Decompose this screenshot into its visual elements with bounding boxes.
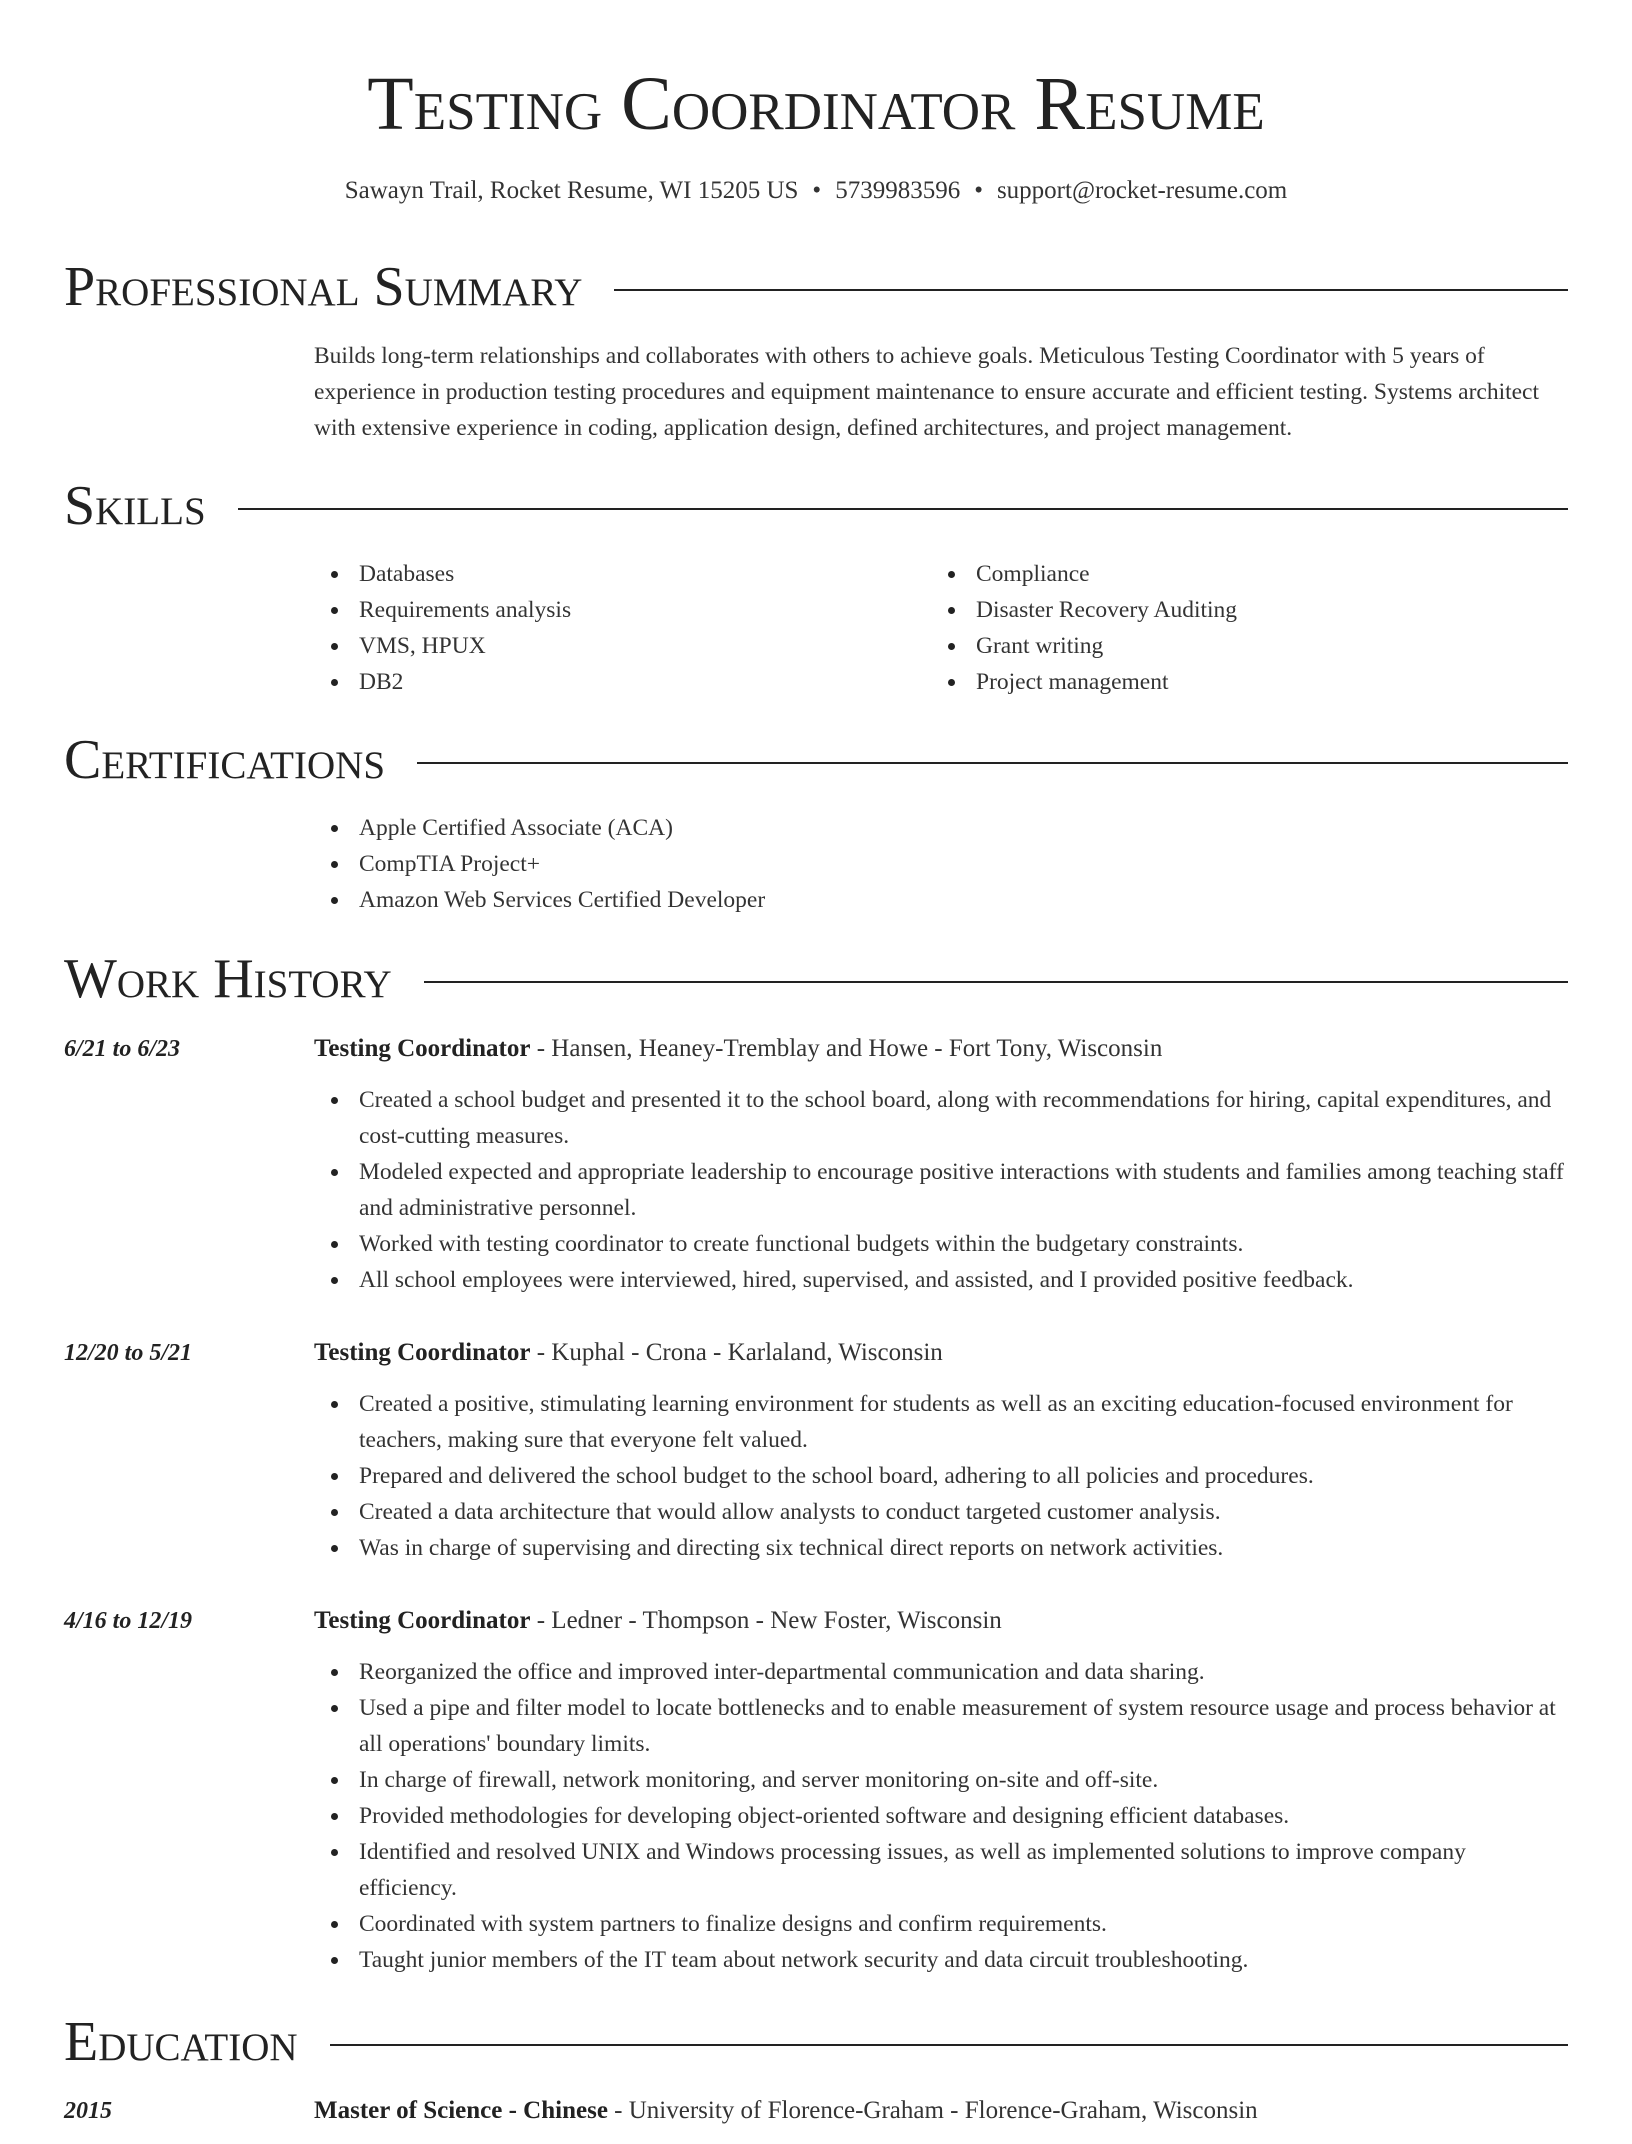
job-heading xyxy=(314,1604,1568,1638)
certification-item: Apple Certified Associate (ACA) xyxy=(314,810,1568,846)
job-bullets xyxy=(314,1082,1568,1298)
certification-item: CompTIA Project+ xyxy=(314,846,1568,882)
skill-item: Disaster Recovery Auditing xyxy=(931,592,1548,628)
job-bullet: Created a data architecture that would allow analysts to conduct targeted customer analysis. xyxy=(314,1494,1568,1530)
section-heading-education xyxy=(64,2009,1568,2075)
education-year: 2015 xyxy=(64,2098,112,2124)
contact-separator: • xyxy=(812,177,822,204)
job-bullet: Provided methodologies for developing object-oriented software and designing efficient databases. xyxy=(314,1798,1568,1834)
section-title: Skills xyxy=(64,475,206,537)
skill-item: Compliance xyxy=(931,556,1548,592)
job-heading xyxy=(314,1336,1568,1370)
job-bullet: Coordinated with system partners to finalize designs and confirm requirements. xyxy=(314,1906,1568,1942)
section-divider xyxy=(330,2044,1568,2046)
job-bullet: Identified and resolved UNIX and Windows processing issues, as well as implemented solutions to improve company efficiency. xyxy=(314,1834,1568,1906)
job-title: Testing Coordinator xyxy=(314,1607,531,1634)
skill-item: Requirements analysis xyxy=(314,592,931,628)
job-employer: - Ledner - Thompson - New Foster, Wisconsin xyxy=(530,1607,1002,1634)
skills-column-right xyxy=(931,556,1548,700)
job-bullet: All school employees were interviewed, hired, supervised, and assisted, and I provided positive feedback. xyxy=(314,1262,1568,1298)
section-heading-skills xyxy=(64,473,1568,539)
education-degree: Master of Science - Chinese xyxy=(314,2097,608,2124)
job-employer: - Hansen, Heaney-Tremblay and Howe - Fort Tony, Wisconsin xyxy=(530,1035,1163,1062)
section-title: Certifications xyxy=(64,729,386,791)
summary-text: Builds long-term relationships and collaborates with others to achieve goals. Meticulous Testing Coordinator with 5 years of experience in production testing procedures and equipment maintenance to ensure accurate and efficient testing. Systems architect with extensive experience in coding, application design, defined architectures, and project management. xyxy=(314,343,1540,441)
job-bullet: Was in charge of supervising and directing six technical direct reports on network activities. xyxy=(314,1530,1568,1566)
skill-item: VMS, HPUX xyxy=(314,628,931,664)
job-bullet: Modeled expected and appropriate leadership to encourage positive interactions with students and families among teaching staff and administrative personnel. xyxy=(314,1154,1568,1226)
skill-item: Databases xyxy=(314,556,931,592)
section-title: Work History xyxy=(64,948,392,1010)
job-entry xyxy=(314,1604,1568,1978)
contact-email: support@rocket-resume.com xyxy=(996,177,1288,204)
job-bullet: Reorganized the office and improved inter-departmental communication and data sharing. xyxy=(314,1654,1568,1690)
skill-item: Grant writing xyxy=(931,628,1548,664)
section-heading-certifications xyxy=(64,727,1568,793)
education-entry xyxy=(314,2094,1568,2144)
section-divider xyxy=(424,981,1568,983)
contact-separator: • xyxy=(974,177,983,204)
job-bullet: Used a pipe and filter model to locate bottlenecks and to enable measurement of system resource usage and process behavior at all operations' boundary limits. xyxy=(314,1690,1568,1762)
education-heading xyxy=(314,2094,1568,2128)
job-dates: 12/20 to 5/21 xyxy=(64,1340,193,1366)
job-title: Testing Coordinator xyxy=(314,1339,531,1366)
job-bullet: Created a school budget and presented it to the school board, along with recommendations for hiring, capital expenditures, and cost-cutting measures. xyxy=(314,1082,1568,1154)
skills-column-left xyxy=(314,556,931,700)
job-bullet: In charge of firewall, network monitoring, and server monitoring on-site and off-site. xyxy=(314,1762,1568,1798)
contact-address: Sawayn Trail, Rocket Resume, WI 15205 US xyxy=(344,177,799,204)
job-bullets xyxy=(314,1386,1568,1566)
certification-item: Amazon Web Services Certified Developer xyxy=(314,882,1568,918)
job-dates: 4/16 to 12/19 xyxy=(64,1608,193,1634)
skills-list xyxy=(314,556,1568,700)
section-title: Professional Summary xyxy=(64,256,583,318)
section-heading-summary xyxy=(64,254,1568,320)
contact-phone: 5739983596 xyxy=(835,177,961,204)
job-heading xyxy=(314,1032,1568,1066)
skill-item: DB2 xyxy=(314,664,931,700)
job-title: Testing Coordinator xyxy=(314,1035,531,1062)
job-employer: - Kuphal - Crona - Karlaland, Wisconsin xyxy=(530,1339,943,1366)
job-bullets xyxy=(314,1654,1568,1978)
education-school: - University of Florence-Graham - Florence-Graham, Wisconsin xyxy=(607,2097,1258,2124)
job-bullet: Created a positive, stimulating learning environment for students as well as an exciting education-focused environment for teachers, making sure that everyone felt valued. xyxy=(314,1386,1568,1458)
certifications-list xyxy=(314,810,1568,918)
job-bullet: Worked with testing coordinator to create functional budgets within the budgetary constraints. xyxy=(314,1226,1568,1262)
job-bullet: Taught junior members of the IT team about network security and data circuit troubleshooting. xyxy=(314,1942,1568,1978)
contact-line xyxy=(0,174,1632,208)
section-heading-work-history xyxy=(64,946,1568,1012)
job-dates: 6/21 to 6/23 xyxy=(64,1036,181,1062)
section-divider xyxy=(417,762,1568,764)
section-divider xyxy=(238,508,1568,510)
section-title: Education xyxy=(64,2011,298,2073)
job-entry xyxy=(314,1032,1568,1298)
resume-title: Testing Coordinator Resume xyxy=(367,62,1265,146)
section-divider xyxy=(614,289,1568,291)
skill-item: Project management xyxy=(931,664,1548,700)
summary-block xyxy=(314,338,1568,446)
job-bullet: Prepared and delivered the school budget to the school board, adhering to all policies and procedures. xyxy=(314,1458,1568,1494)
job-entry xyxy=(314,1336,1568,1566)
